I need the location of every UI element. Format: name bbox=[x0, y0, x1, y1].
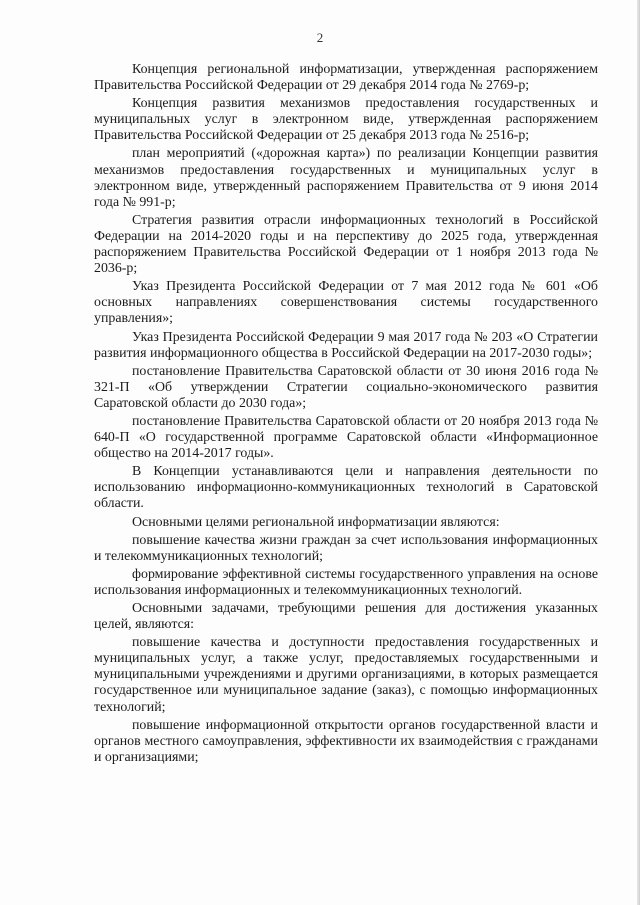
paragraph-e-services-concept: Концепция развития механизмов предоставления государственных и муниципальных услуг в электронном виде, утвержденная распоряжением Правительства Российской Федерации от 25 декабря 2013 года № 2516-р; bbox=[94, 96, 598, 144]
page-number: 2 bbox=[316, 30, 324, 45]
document-body bbox=[94, 62, 598, 766]
paragraph-task-services: повышение качества и доступности предоставления государственных и муниципальных услуг, а также услуг, предоставляемых государственными и муниципальными учреждениями и другими организациями, в которых размещается государственное или муниципальное задание (заказ), с помощью информационных технологий; bbox=[94, 635, 598, 715]
paragraph-regional-informatization-concept: Концепция региональной информатизации, утвержденная распоряжением Правительства Российской Федерации от 29 декабря 2014 года № 2769-р; bbox=[94, 62, 598, 94]
paragraph-decree-203: Указ Президента Российской Федерации 9 мая 2017 года № 203 «О Стратегии развития информационного общества в Российской Федерации на 2017-2030 годы»; bbox=[94, 329, 598, 361]
paragraph-tasks-heading: Основными задачами, требующими решения для достижения указанных целей, являются: bbox=[94, 601, 598, 633]
paragraph-goal-governance: формирование эффективной системы государственного управления на основе использования информационных и телекоммуникационных технологий. bbox=[94, 566, 598, 598]
paragraph-goals-heading: Основными целями региональной информатизации являются: bbox=[132, 514, 500, 530]
paragraph-goal-quality-of-life: повышение качества жизни граждан за счет использования информационных и телекоммуникационных технологий; bbox=[94, 532, 598, 564]
paragraph-resolution-321p: постановление Правительства Саратовской области от 30 июня 2016 года № 321-П «Об утверждении Стратегии социально-экономического развития Саратовской области до 2030 года»; bbox=[94, 363, 598, 411]
paragraph-decree-601: Указ Президента Российской Федерации от 7 мая 2012 года № 601 «Об основных направлениях совершенствования системы государственного управления»; bbox=[94, 279, 598, 327]
paragraph-resolution-640p: постановление Правительства Саратовской области от 20 ноября 2013 года № 640-П «О государственной программе Саратовской области «Информационное общество на 2014-2017 годы». bbox=[94, 413, 598, 462]
paragraph-it-strategy: Стратегия развития отрасли информационных технологий в Российской Федерации на 2014-2020 годы и на перспективу до 2025 года, утвержденная распоряжением Правительства Российской Федерации от 1 ноября 2013 года № 2036-р; bbox=[94, 212, 598, 277]
paragraph-task-openness: повышение информационной открытости органов государственной власти и органов местного самоуправления, эффективности их взаимодействия с гражданами и организациями; bbox=[94, 717, 598, 765]
paragraph-roadmap: план мероприятий («дорожная карта») по реализации Концепции развития механизмов предоставления государственных и муниципальных услуг в электронном виде, утвержденный распоряжением Правительства от 9 июня 2014 года № 991-р; bbox=[94, 146, 598, 210]
paragraph-concept-scope: В Концепции устанавливаются цели и направления деятельности по использованию информационно-коммуникационных технологий в Саратовской области. bbox=[94, 464, 598, 512]
